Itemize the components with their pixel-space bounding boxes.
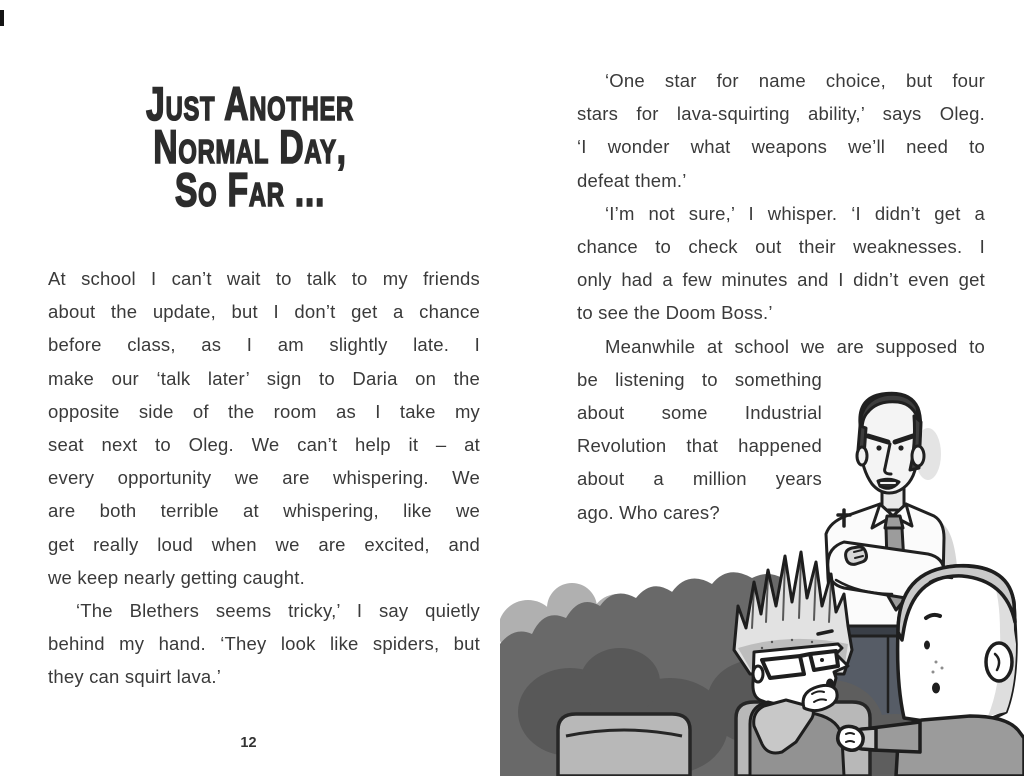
text-line: only had a few minutes and I didn’t even get <box>577 269 985 291</box>
text-line: about a million years <box>577 468 822 490</box>
chair-left <box>558 714 690 776</box>
text-line: Revolution that happened <box>577 435 822 457</box>
chapter-title <box>90 77 410 216</box>
text-line: ago. Who cares? <box>577 501 720 523</box>
text-line: ‘I’m not sure,’ I whisper. ‘I didn’t get a <box>605 202 985 224</box>
text-line: be listening to something <box>577 368 822 390</box>
text-line: every opportunity we are whispering. We <box>48 467 480 489</box>
paragraph <box>577 197 985 330</box>
text-line: At school I can’t wait to talk to my friends <box>48 268 480 289</box>
text-line: stars for lava-squirting ability,’ says Oleg. <box>577 103 985 125</box>
text-line: seat next to Oleg. We can’t help it – at <box>48 434 480 456</box>
text-line: about some Industrial <box>577 402 822 424</box>
paragraph <box>48 594 480 694</box>
text-line: opposite side of the room as I take my <box>48 400 480 422</box>
page-number: 12 <box>240 735 257 751</box>
text-line: behind my hand. ‘They look like spiders, but <box>48 633 480 655</box>
text-line: are both terrible at whispering, like we <box>48 500 480 522</box>
text-line: defeat them.’ <box>577 169 687 191</box>
classroom-illustration <box>500 382 1024 776</box>
text-line: we keep nearly getting caught. <box>48 566 305 588</box>
text-line: Meanwhile at school we are supposed to <box>605 335 985 357</box>
text-line: Just Another <box>146 77 354 130</box>
paragraph <box>90 77 410 216</box>
text-line: Normal Day, <box>153 120 347 173</box>
text-line: before class, as I am slightly late. I <box>48 334 480 356</box>
text-line: to see the Doom Boss.’ <box>577 302 773 324</box>
text-line: chance to check out their weaknesses. I <box>577 236 985 258</box>
text-line: get really loud when we are excited, and <box>48 533 480 555</box>
text-line: ‘I wonder what weapons we’ll need to <box>577 136 985 158</box>
text-line: ‘The Blethers seems tricky,’ I say quietly <box>76 600 480 622</box>
text-line: make our ‘talk later’ sign to Daria on the <box>48 367 480 389</box>
paragraph <box>577 64 985 197</box>
text-line: So Far ... <box>174 163 326 216</box>
text-line: about the update, but I don’t get a chance <box>48 301 480 323</box>
text-line: ‘One star for name choice, but four <box>605 70 985 91</box>
left-page-text <box>48 262 480 694</box>
paragraph <box>48 262 480 594</box>
text-line: they can squirt lava.’ <box>48 666 222 688</box>
